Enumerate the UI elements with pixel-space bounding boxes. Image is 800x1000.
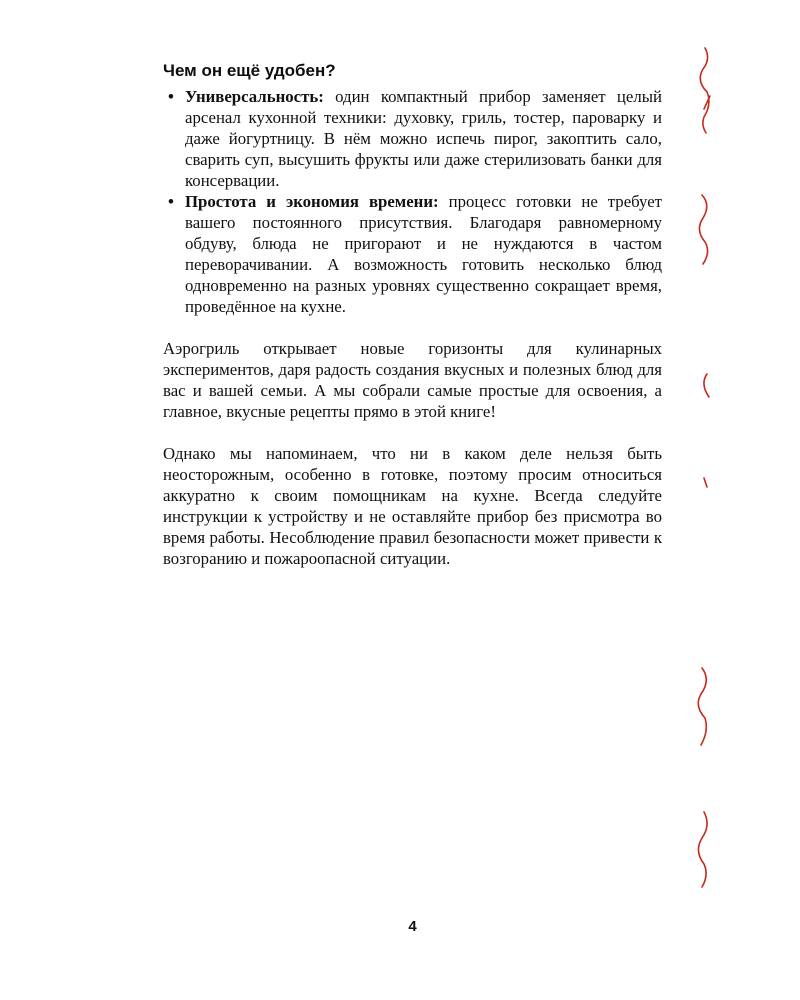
bullet-item [163, 86, 662, 191]
red-scribble-path [700, 48, 709, 133]
red-scribble-marks [694, 0, 716, 1000]
bullet-marker: • [168, 192, 174, 211]
page-number: 4 [408, 918, 417, 935]
red-scribble-path [704, 374, 709, 397]
bullet-list [163, 86, 662, 317]
bullet-item [163, 191, 662, 317]
red-scribble-path [699, 195, 707, 264]
paragraph: Однако мы напоминаем, что ни в каком деле нельзя быть неосторожным, особенно в готовке, поэтому просим относиться аккуратно к своим помощникам на кухне. Всегда следуйте инструкции к устройству и не оставляйте прибор без присмотра во время работы. Несоблюдение правил безопасности может привести к возгоранию и пожароопасной ситуации. [163, 444, 662, 568]
paragraph: Аэрогриль открывает новые горизонты для кулинарных экспериментов, даря радость создания вкусных и полезных блюд для вас и вашей семьи. А мы собрали самые простые для освоения, а главное, вкусные рецепты прямо в этой книге! [163, 339, 662, 421]
red-scribble-path [704, 96, 710, 109]
red-scribble-path [698, 812, 707, 887]
red-scribble-path [704, 478, 707, 487]
bullet-text: один компактный прибор заменяет целый арсенал кухонной техники: духовку, гриль, тостер, пароварку и даже йогуртницу. В нём можно испечь пирог, закоптить сало, сварить суп, высушить фрукты или даже стерилизовать банки для консервации. [185, 87, 662, 190]
text-column [163, 60, 662, 569]
bullet-text: процесс готовки не требует вашего постоянного присутствия. Благодаря равномерному обдуву, блюда не пригорают и не нуждаются в частом переворачивании. А возможность готовить несколько блюд одновременно на разных уровнях существенно сокращает время, проведённое на кухне. [185, 192, 662, 316]
bullet-marker: • [168, 87, 174, 106]
red-scribble-path [698, 668, 706, 745]
page-heading: Чем он ещё удобен? [163, 61, 336, 80]
bullet-lead: Простота и экономия времени: [185, 192, 439, 211]
bullet-lead: Универсальность: [185, 87, 324, 106]
